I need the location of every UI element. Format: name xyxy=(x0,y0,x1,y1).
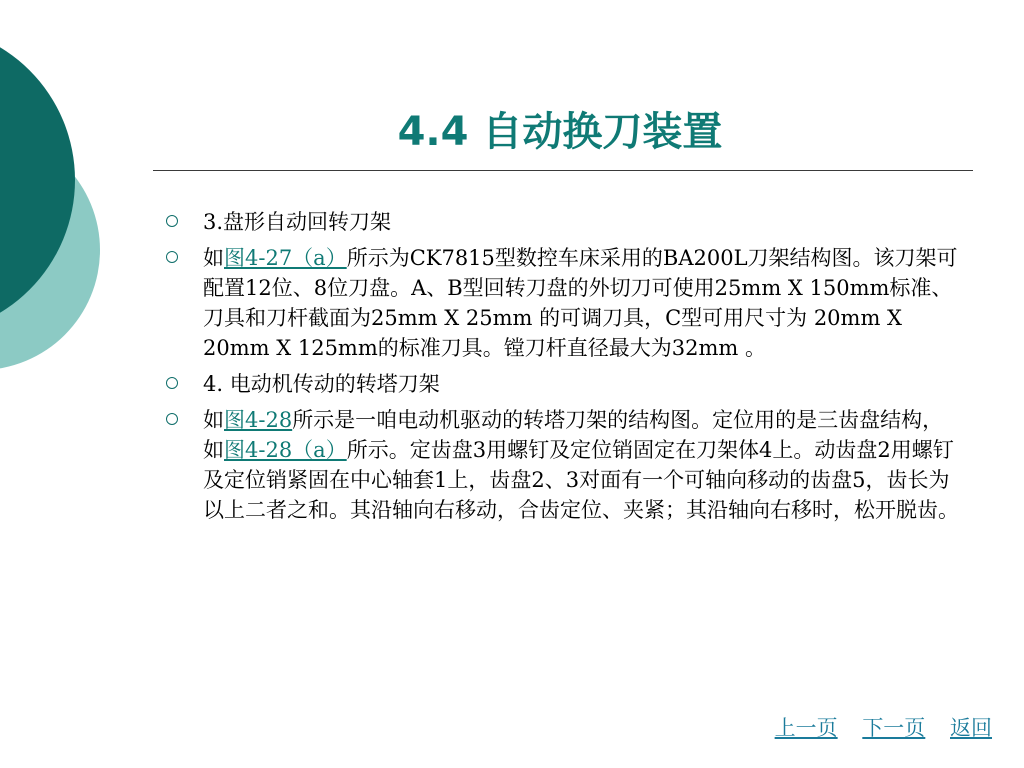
content-list xyxy=(160,207,960,531)
bullet-circle-icon xyxy=(166,215,178,227)
back-link[interactable]: 返回 xyxy=(950,716,992,740)
list-item xyxy=(160,405,960,525)
bullet-circle-icon xyxy=(166,251,178,263)
list-item xyxy=(160,207,960,237)
item-text: 所示。定齿盘3用螺钉及定位销固定在刀架体4上。动齿盘2用螺钉及定位销紧固在中心轴套1上，齿盘2、3对面有一个可轴向移动的齿盘5，齿长为以上二者之和。其沿轴向右移动，合齿定位、夹紧；其沿轴向右移时，松开脱齿。 xyxy=(203,438,959,522)
next-page-link[interactable]: 下一页 xyxy=(862,716,926,740)
prev-page-link[interactable]: 上一页 xyxy=(774,716,838,740)
item-text: 所示是一咱电动机驱动的转塔刀架的结构图。定位用的是三齿盘结构，如 xyxy=(203,408,944,462)
item-text: 4. 电动机传动的转塔刀架 xyxy=(203,372,440,396)
item-text: 如 xyxy=(203,246,224,270)
list-item xyxy=(160,243,960,363)
figure-4-27a-link[interactable]: 图4-27（a） xyxy=(224,246,347,270)
item-text: 如 xyxy=(203,408,224,432)
bullet-circle-icon xyxy=(166,377,178,389)
title-divider xyxy=(153,170,973,171)
figure-4-28-link[interactable]: 图4-28 xyxy=(224,408,293,432)
figure-4-28a-link[interactable]: 图4-28（a） xyxy=(224,438,347,462)
list-item xyxy=(160,369,960,399)
item-text: 所示为CK7815型数控车床采用的BA200L刀架结构图。该刀架可配置12位、8位刀盘。A、B型回转刀盘的外切刀可使用25mm X 150mm标准、刀具和刀杆截面为25mm X 25mm 的可调刀具，C型可用尺寸为 20mm X 20mm X 125mm的标准刀具。镗刀杆直径最大为32mm 。 xyxy=(203,246,958,360)
page-title: 4.4 自动换刀装置 xyxy=(397,109,723,155)
slide-navigation xyxy=(757,712,992,742)
bullet-circle-icon xyxy=(166,413,178,425)
item-text: 3.盘形自动回转刀架 xyxy=(203,210,392,234)
